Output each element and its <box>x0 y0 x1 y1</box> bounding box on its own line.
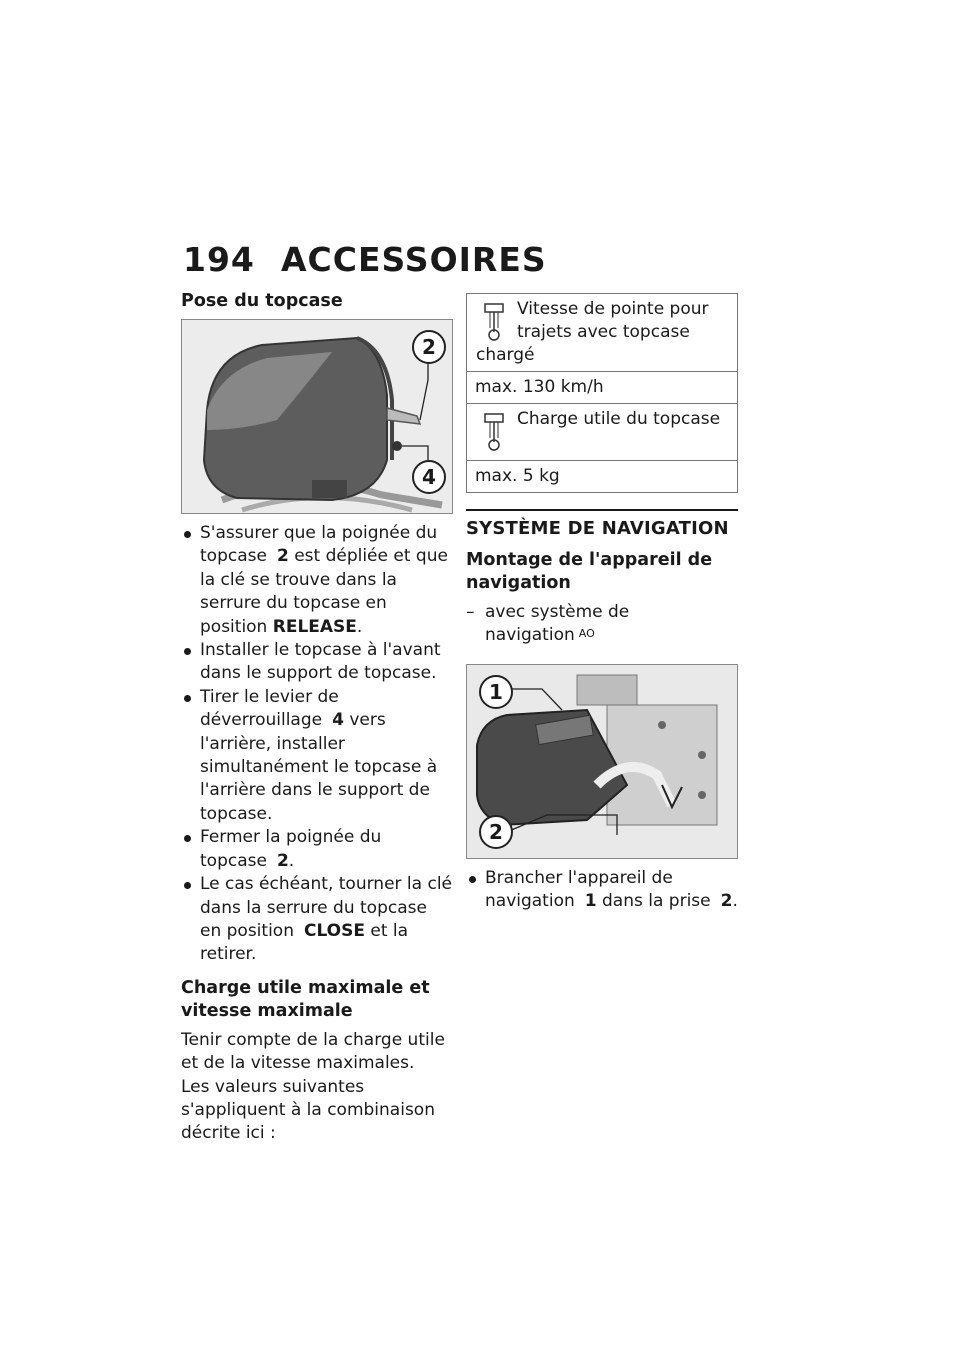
topcase-subtitle: Pose du topcase <box>181 291 343 311</box>
weight-icon <box>481 412 507 452</box>
navigation-section-title: SYSTÈME DE NAVIGATION <box>466 509 738 541</box>
step-item: Brancher l'appareil de navigation 1 dans la prise 2. <box>466 867 738 914</box>
spec-payload: Charge utile du topcase max. 5 kg <box>466 404 738 493</box>
payload-para-2: Les valeurs suivantes s'appliquent à la combinaison décrite ici : <box>181 1076 435 1144</box>
topcase-steps <box>181 522 453 967</box>
option-item: – avec système de navigation $^{AO}$ <box>466 601 738 648</box>
step-item: Tirer le levier de déverrouillage 4 vers l'arrière, installer simultanément le topcase à l'arrière dans le support de topcase. <box>181 686 453 826</box>
weight-icon <box>481 302 507 342</box>
left-column <box>181 290 453 1146</box>
figure-label-4: 4 <box>412 460 446 494</box>
figure-label-2: 2 <box>412 330 446 364</box>
payload-subtitle: Charge utile maximale et vitesse maximale <box>181 977 430 1021</box>
section-title: ACCESSOIRES <box>281 240 547 279</box>
navigation-subtitle: Montage de l'appareil de navigation <box>466 550 713 593</box>
navigation-steps <box>466 867 738 914</box>
page-header <box>183 240 547 279</box>
topcase-figure <box>181 319 453 514</box>
step-item: S'assurer que la poignée du topcase 2 est dépliée et que la clé se trouve dans la serrure du topcase en position RELEASE. <box>181 522 453 639</box>
spec-payload-value: max. 5 kg <box>467 460 737 492</box>
spec-speed-value: max. 130 km/h <box>467 371 737 403</box>
page-number: 194 <box>183 240 255 279</box>
step-item: Installer le topcase à l'avant dans le support de topcase. <box>181 639 453 686</box>
navigation-figure <box>466 664 738 859</box>
figure-label-1: 1 <box>479 675 513 709</box>
figure-label-2: 2 <box>479 815 513 849</box>
step-item: Fermer la poignée du topcase 2. <box>181 826 453 873</box>
step-item: Le cas échéant, tourner la clé dans la serrure du topcase en position CLOSE et la retirer. <box>181 873 453 967</box>
payload-para-1: Tenir compte de la charge utile et de la vitesse maximales. <box>181 1029 445 1074</box>
spec-speed: Vitesse de pointe pour trajets avec topcase chargé max. 130 km/h <box>466 293 738 404</box>
right-column <box>466 293 738 924</box>
